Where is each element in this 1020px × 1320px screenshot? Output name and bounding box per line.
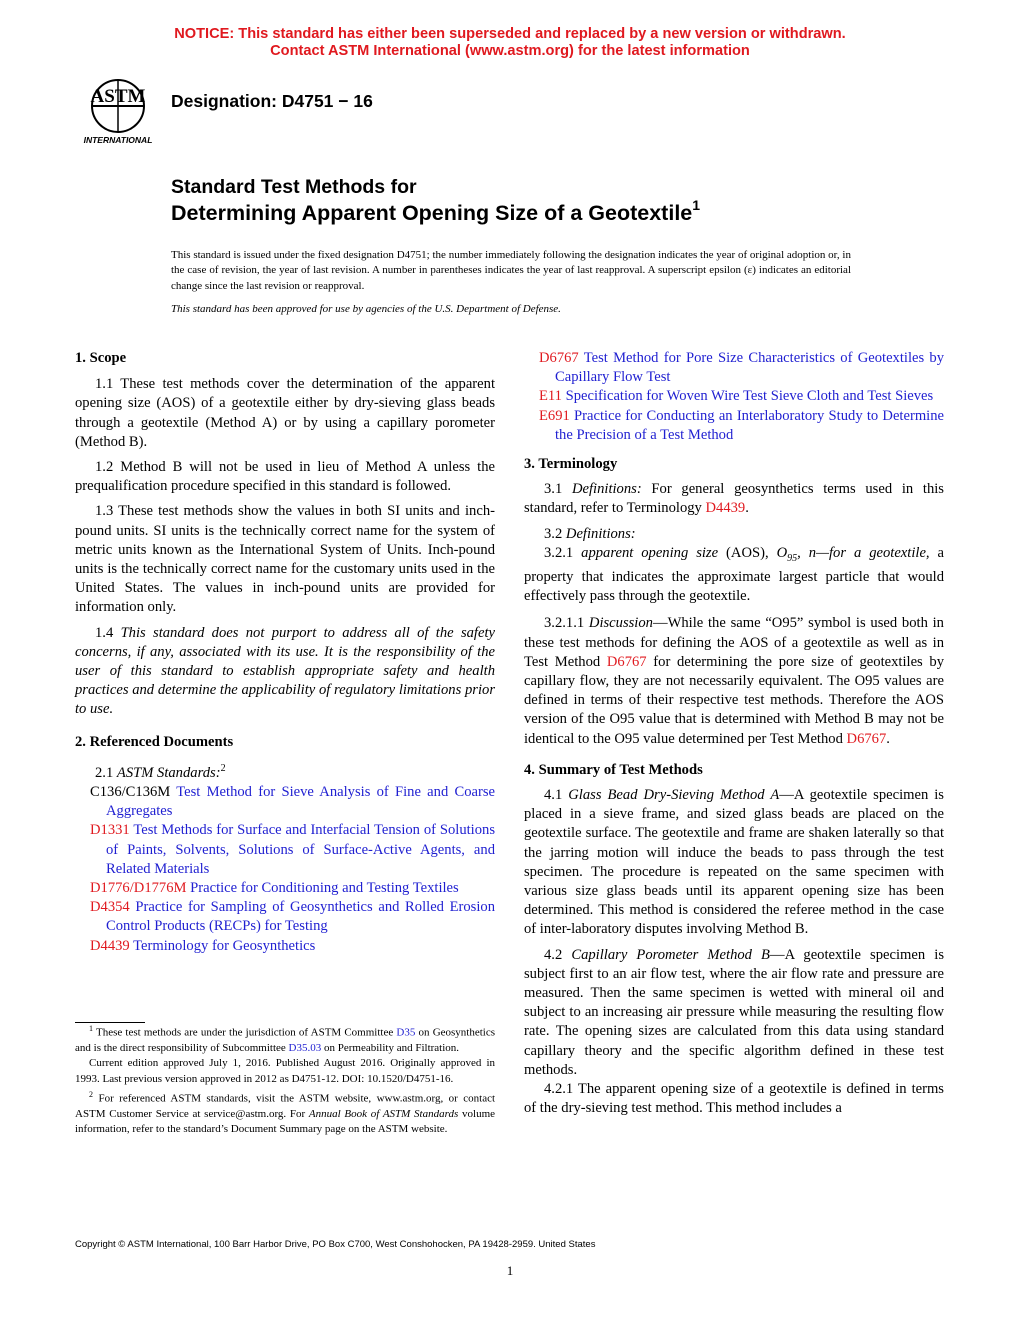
logo-text: INTERNATIONAL bbox=[83, 135, 153, 145]
summary-p2-text: —A geotextile specimen is subject first to an air flow test, where the air flow rate and pressure are measured. Then the same specimen is wetted with mineral oil and subject to an increasing air pressure while measuring the resulting flow rate. The opening sizes are calculated from this data using standard capillary theory and the specific algorithm defined in these test methods. bbox=[524, 946, 944, 1078]
page-number: 1 bbox=[506, 1263, 514, 1278]
reference-code-link[interactable]: E11 bbox=[539, 388, 562, 405]
scope-p1: 1.1 These test methods cover the determination of the apparent opening size (AOS) of a geotextile either by dry-sieving glass beads through a geotextile (Method A) or by using a capillary porometer (Method B). bbox=[75, 376, 495, 450]
reference-title-link[interactable]: Practice for Sampling of Geosynthetics and Rolled Erosion Control Products (RECPs) for Testing bbox=[106, 899, 495, 935]
designation: Designation: D4751 − 16 bbox=[171, 91, 373, 111]
scope-p2: 1.2 Method B will not be used in lieu of Method A unless the prequalification procedure specified in this standard is followed. bbox=[75, 459, 495, 495]
references-sub-label: ASTM Standards: bbox=[116, 764, 221, 781]
footnote-2 bbox=[75, 1087, 495, 1138]
issue-note: This standard is issued under the fixed designation D4751; the number immediately following the designation indicates the year of original adoption or, in the case of revision, the year of last revision. A number in parentheses indicates the year of last reapproval. A superscript epsilon (ε) indicates an editorial change since the last revision or reapproval. bbox=[171, 249, 851, 292]
scope-p4-num: 1.4 bbox=[95, 624, 114, 641]
summary-p1-text: —A geotextile specimen is placed in a sieve frame, and sized glass beads are placed on the geotextile surface. The geotextile and frame are shaken laterally so that the jarring motion will induce the beads to pass through the test specimen. The procedure is repeated on the same specimen with various size glass beads until its apparent opening size has been determined. This method is considered the referee method in the case of inter-laboratory disputes involving Method B. bbox=[524, 786, 944, 938]
terminology-p4-label: Discussion bbox=[588, 615, 653, 632]
terminology-p1-text: For general geosynthetics terms used in this standard, refer to Terminology bbox=[524, 481, 944, 517]
reference-item bbox=[75, 821, 495, 879]
reference-title-link[interactable]: Test Method for Pore Size Characteristics of Geotextiles by Capillary Flow Test bbox=[555, 350, 944, 386]
reference-item bbox=[75, 783, 495, 821]
notice-banner bbox=[0, 26, 1020, 60]
title-footnote-mark: 1 bbox=[692, 197, 701, 213]
title-line-2 bbox=[171, 199, 700, 226]
reference-item bbox=[75, 898, 495, 936]
footnote-1-text-a: These test methods are under the jurisdiction of ASTM Committee bbox=[95, 1026, 394, 1039]
summary-p1-num: 4.1 bbox=[544, 786, 563, 803]
footnote-1-text-b: on Geosynthetics and is the direct responsibility of Subcommittee bbox=[75, 1026, 496, 1054]
title-line-1: Standard Test Methods for bbox=[171, 176, 417, 198]
terminology-p3-text: a property that indicates the approximate largest particle that would effectively pass through the geotextile. bbox=[524, 544, 945, 605]
footnote-1 bbox=[75, 1021, 495, 1056]
left-column bbox=[75, 349, 495, 956]
terminology-p3 bbox=[524, 544, 944, 607]
terminology-p3-num: 3.2.1 bbox=[544, 544, 574, 561]
scope-p4 bbox=[75, 624, 495, 720]
footnote-1-text-c: on Permeability and Filtration. bbox=[324, 1041, 460, 1054]
reference-item bbox=[75, 937, 495, 956]
summary-heading: 4. Summary of Test Methods bbox=[524, 761, 703, 778]
reference-title-link[interactable]: Practice for Conducting an Interlaboratory Study to Determine the Precision of a Test Method bbox=[555, 407, 945, 443]
footnote-1-link-d3503[interactable]: D35.03 bbox=[288, 1041, 322, 1054]
terminology-p2-label: Definitions: bbox=[565, 525, 636, 542]
summary-p3: 4.2.1 The apparent opening size of a geotextile is defined in terms of the dry-sieving test method. This method includes a bbox=[524, 1081, 944, 1117]
terminology-p3-sub: 95 bbox=[787, 552, 798, 564]
reference-item bbox=[75, 879, 495, 898]
footnote-2-italic: Annual Book of ASTM Standards bbox=[308, 1107, 459, 1120]
summary-p1-label: Glass Bead Dry-Sieving Method A bbox=[568, 786, 780, 803]
scope-p4-text: This standard does not purport to address all of the safety concerns, if any, associated with its use. It is the responsibility of the user of this standard to establish appropriate safety and health practices and determine the applicability of regulatory limitations prior to use. bbox=[75, 624, 495, 718]
terminology-p2 bbox=[524, 525, 944, 544]
reference-code-link[interactable]: D6767 bbox=[539, 350, 579, 366]
reference-code-link[interactable]: D1776/D1776M bbox=[90, 879, 187, 896]
terminology-p4-text-b: for determining the pore size of geotextiles by capillary flow, they are not necessarily equivalent. The O95 values are defined in terms of their respective test methods. Therefore the AOS version of the O95 value that is determined with Method B may not be identical to the O95 value determined per Test Method bbox=[524, 653, 944, 747]
scope-p3: 1.3 These test methods show the values in both SI units and inch-pound units. SI units is the technically correct name for the system of metric units known as the International System of Units. Inch-pound units is the technically correct name for the customary units used in the United States. The values in inch-pound units are provided for information only. bbox=[75, 503, 495, 616]
references-heading: 2. Referenced Documents bbox=[75, 733, 234, 750]
reference-item bbox=[524, 387, 944, 406]
terminology-p4-text-a: —While the same “O95” symbol is used both in these test methods for defining the AOS of a geotextile as well as in Test Method bbox=[524, 615, 944, 670]
terminology-heading: 3. Terminology bbox=[524, 456, 618, 473]
logo-letters: ASTM bbox=[90, 86, 146, 107]
reference-title-link[interactable]: Terminology for Geosynthetics bbox=[133, 937, 316, 954]
reference-code: C136/C136M bbox=[90, 783, 171, 800]
title-text: Determining Apparent Opening Size of a Geotextile bbox=[171, 201, 693, 226]
footnotes bbox=[75, 1021, 495, 1137]
references-sub-mark: 2 bbox=[220, 762, 226, 774]
terminology-p3-term: apparent opening size bbox=[581, 544, 719, 561]
footnote-1-link-d35[interactable]: D35 bbox=[396, 1026, 416, 1039]
reference-item bbox=[524, 349, 944, 387]
footnote-1-edition: Current edition approved July 1, 2016. Published August 2016. Originally approved in 1993. Last previous version approved in 2012 as D4751-12. DOI: 10.1520/D4751-16. bbox=[75, 1057, 495, 1085]
reference-code-link[interactable]: D4439 bbox=[90, 937, 130, 954]
reference-title-link[interactable]: Practice for Conditioning and Testing Textiles bbox=[190, 879, 459, 896]
terminology-p1-link[interactable]: D4439 bbox=[705, 500, 746, 517]
terminology-p3-symbol: O bbox=[776, 544, 788, 561]
footnote-2-mark: 2 bbox=[89, 1089, 93, 1099]
terminology-p3-pos: , n—for a geotextile, bbox=[797, 544, 930, 561]
reference-code-link[interactable]: E691 bbox=[539, 407, 570, 424]
approved-note: This standard has been approved for use by agencies of the U.S. Department of Defense. bbox=[171, 303, 561, 315]
summary-p1 bbox=[524, 786, 944, 940]
terminology-p1: 3.1 Definitions: For general geosynthetics terms used in this standard, refer to Terminology D4439. bbox=[524, 481, 944, 517]
terminology-p4-link-2[interactable]: D6767 bbox=[846, 730, 887, 747]
references-sub bbox=[75, 759, 495, 783]
summary-p2-num: 4.2 bbox=[544, 946, 563, 963]
reference-code-link[interactable]: D1331 bbox=[90, 822, 130, 839]
footnote-2-text-a: For referenced ASTM standards, visit the ASTM website, www.astm.org, or contact ASTM Customer Service at service@astm.org. For bbox=[75, 1092, 496, 1120]
copyright: Copyright © ASTM International, 100 Barr Harbor Drive, PO Box C700, West Conshohocken, PA 19428-2959. United States bbox=[75, 1239, 596, 1250]
summary-p2-label: Capillary Porometer Method B bbox=[571, 946, 770, 963]
reference-item bbox=[524, 407, 944, 445]
notice-line-1: NOTICE: This standard has either been superseded and replaced by a new version or withdrawn. bbox=[174, 26, 846, 42]
terminology-p4-num: 3.2.1.1 bbox=[544, 615, 585, 632]
footnote-1-mark: 1 bbox=[89, 1024, 93, 1033]
reference-title-link[interactable]: Specification for Woven Wire Test Sieve Cloth and Test Sieves bbox=[565, 388, 934, 405]
scope-heading: 1. Scope bbox=[75, 350, 127, 366]
footnote-2-text-b: volume information, refer to the standard’s Document Summary page on the ASTM website. bbox=[75, 1107, 496, 1136]
terminology-p3-abbr: (AOS), bbox=[726, 544, 769, 561]
terminology-p4-link-1[interactable]: D6767 bbox=[606, 653, 647, 670]
summary-p2 bbox=[524, 946, 944, 1080]
astm-logo bbox=[76, 76, 160, 146]
terminology-p1-num: 3.1 bbox=[544, 481, 563, 498]
terminology-p2-num: 3.2 bbox=[544, 525, 563, 542]
reference-title-link[interactable]: Test Methods for Surface and Interfacial Tension of Solutions of Paints, Solvents, Solutions of Surface-Active Agents, and Related Materials bbox=[106, 822, 495, 877]
reference-code-link[interactable]: D4354 bbox=[90, 899, 130, 916]
right-column bbox=[524, 349, 944, 1118]
references-sub-num: 2.1 bbox=[95, 764, 114, 781]
terminology-p4: 3.2.1.1 Discussion—While the same “O95” symbol is used both in these test methods for defining the AOS of a geotextile as well as in Test Method D6767 for determining the pore size of geotextiles by capillary flow, they are not necessarily equivalent. The O95 values are defined in terms of their respective test methods. Therefore the AOS version of the O95 value that is determined with Method B may not be identical to the O95 value determined per Test Method D6767. bbox=[524, 615, 944, 747]
reference-title-link[interactable]: Test Method for Sieve Analysis of Fine and Coarse Aggregates bbox=[106, 783, 495, 820]
terminology-p1-label: Definitions: bbox=[571, 481, 642, 498]
notice-line-2: Contact ASTM International (www.astm.org) for the latest information bbox=[270, 43, 750, 59]
